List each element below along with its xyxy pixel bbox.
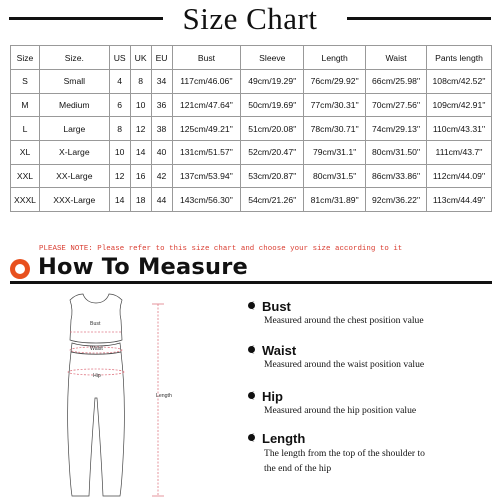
table-cell: 80cm/31.5'': [304, 165, 366, 189]
table-cell: 117cm/46.06'': [173, 70, 242, 94]
measure-item-title: Bust: [262, 299, 291, 314]
how-to-measure-title: How To Measure: [38, 254, 248, 280]
column-header: Length: [304, 46, 366, 70]
bullet-icon: [248, 392, 255, 399]
table-cell: 110cm/43.31'': [427, 117, 492, 141]
figure-label-length: Length: [156, 393, 172, 399]
table-cell: 108cm/42.52'': [427, 70, 492, 94]
size-notice: PLEASE NOTE: Please refer to this size chart and choose your size according to it: [39, 245, 403, 253]
table-cell: 40: [152, 141, 173, 165]
section-rule: [10, 281, 492, 284]
size-chart-header: [0, 0, 500, 36]
table-cell: 52cm/20.47'': [241, 141, 304, 165]
table-cell: Medium: [40, 94, 110, 118]
table-cell: M: [11, 94, 40, 118]
table-cell: 14: [110, 188, 131, 212]
table-cell: XXXL: [11, 188, 40, 212]
table-cell: 131cm/51.57'': [173, 141, 242, 165]
table-cell: 74cm/29.13'': [366, 117, 427, 141]
page-title: Size Chart: [182, 1, 318, 36]
table-cell: 109cm/42.91'': [427, 94, 492, 118]
table-row: [11, 117, 492, 141]
table-cell: 92cm/36.22'': [366, 188, 427, 212]
table-cell: 137cm/53.94'': [173, 165, 242, 189]
measurement-figure: [40, 288, 200, 500]
measure-item-desc: Measured around the chest position value: [264, 315, 424, 326]
table-cell: XXX-Large: [40, 188, 110, 212]
column-header: Sleeve: [241, 46, 304, 70]
table-cell: 34: [152, 70, 173, 94]
column-header: UK: [131, 46, 152, 70]
table-cell: 8: [110, 117, 131, 141]
table-cell: 14: [131, 141, 152, 165]
table-cell: 44: [152, 188, 173, 212]
table-cell: S: [11, 70, 40, 94]
table-cell: Small: [40, 70, 110, 94]
table-cell: 66cm/25.98'': [366, 70, 427, 94]
column-header: Size: [11, 46, 40, 70]
measure-item-desc: the end of the hip: [264, 463, 332, 474]
table-cell: 36: [152, 94, 173, 118]
table-cell: 16: [131, 165, 152, 189]
table-cell: 38: [152, 117, 173, 141]
table-cell: 86cm/33.86'': [366, 165, 427, 189]
table-row: [11, 188, 492, 212]
table-cell: X-Large: [40, 141, 110, 165]
table-cell: 113cm/44.49'': [427, 188, 492, 212]
table-cell: 125cm/49.21'': [173, 117, 242, 141]
measure-item-desc: The length from the top of the shoulder to: [264, 448, 425, 459]
measure-item-title: Waist: [262, 343, 297, 358]
size-table: [10, 45, 492, 212]
table-cell: 18: [131, 188, 152, 212]
table-cell: 12: [131, 117, 152, 141]
table-cell: L: [11, 117, 40, 141]
table-cell: 81cm/31.89'': [304, 188, 366, 212]
table-row: [11, 165, 492, 189]
table-cell: 4: [110, 70, 131, 94]
table-row: [11, 70, 492, 94]
table-cell: 50cm/19.69'': [241, 94, 304, 118]
bullet-icon: [248, 346, 255, 353]
table-cell: 70cm/27.56'': [366, 94, 427, 118]
column-header: Waist: [366, 46, 427, 70]
bullet-icon: [248, 434, 255, 441]
bullet-icon: [248, 302, 255, 309]
measure-item-title: Length: [262, 431, 306, 446]
column-header: Bust: [173, 46, 242, 70]
table-cell: 80cm/31.50'': [366, 141, 427, 165]
table-cell: 78cm/30.71'': [304, 117, 366, 141]
table-cell: 51cm/20.08'': [241, 117, 304, 141]
table-cell: 6: [110, 94, 131, 118]
table-cell: XX-Large: [40, 165, 110, 189]
jumpsuit-outline-icon: [40, 288, 200, 500]
table-cell: XXL: [11, 165, 40, 189]
table-cell: 12: [110, 165, 131, 189]
table-cell: 54cm/21.26'': [241, 188, 304, 212]
table-cell: 79cm/31.1'': [304, 141, 366, 165]
table-cell: Large: [40, 117, 110, 141]
table-cell: 76cm/29.92'': [304, 70, 366, 94]
table-cell: 49cm/19.29'': [241, 70, 304, 94]
title-rule-right: [347, 17, 491, 20]
table-row: [11, 141, 492, 165]
table-row: [11, 94, 492, 118]
column-header: Pants length: [427, 46, 492, 70]
accent-circle-icon: [10, 259, 30, 279]
column-header: Size.: [40, 46, 110, 70]
measure-item-title: Hip: [262, 389, 283, 404]
column-header: US: [110, 46, 131, 70]
table-cell: 10: [110, 141, 131, 165]
table-cell: 53cm/20.87'': [241, 165, 304, 189]
measure-item-desc: Measured around the waist position value: [264, 359, 425, 370]
table-cell: 143cm/56.30'': [173, 188, 242, 212]
table-cell: 112cm/44.09'': [427, 165, 492, 189]
table-cell: 10: [131, 94, 152, 118]
column-header: EU: [152, 46, 173, 70]
table-cell: 42: [152, 165, 173, 189]
figure-label-waist: Waist: [90, 346, 103, 352]
table-cell: 77cm/30.31'': [304, 94, 366, 118]
figure-label-hip: Hip: [93, 373, 101, 379]
table-header-row: [11, 46, 492, 70]
table-cell: 8: [131, 70, 152, 94]
table-cell: 121cm/47.64'': [173, 94, 242, 118]
measure-item-desc: Measured around the hip position value: [264, 405, 417, 416]
figure-label-bust: Bust: [90, 321, 101, 327]
table-cell: 111cm/43.7'': [427, 141, 492, 165]
table-cell: XL: [11, 141, 40, 165]
